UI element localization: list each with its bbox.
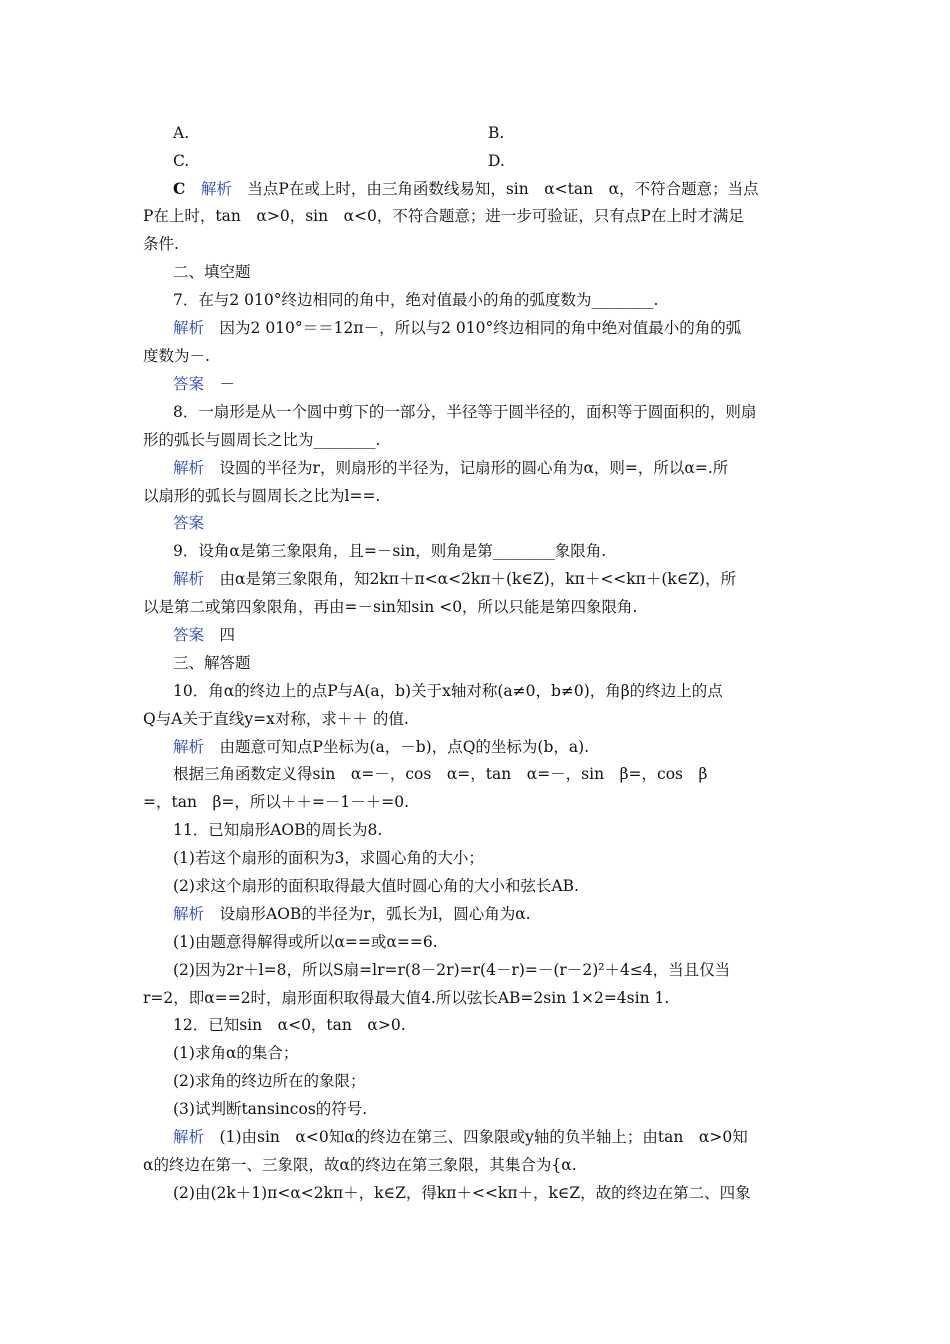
option-c: C. (173, 152, 190, 170)
section-heading-fill-in: 二、填空题 (173, 263, 251, 281)
analysis-tag: 解析 (173, 1128, 205, 1146)
option-d: D. (488, 152, 505, 170)
q11-solution-line-4: r=2，即α==2时，扇形面积取得最大值4.所以弦长AB=2sin 1×2=4sin 1. (143, 989, 670, 1007)
q12-solution-line-2: α的终边在第一、三象限，故α的终边在第三象限，其集合为{α. (143, 1156, 577, 1174)
q12-part-1: (1)求角α的集合； (173, 1044, 299, 1062)
q10-solution-line-3: =，tan β=，所以＋＋=－1－＋=0. (143, 793, 410, 811)
q12-part-3: (3)试判断tansincos的符号. (173, 1100, 368, 1118)
section-heading-solve: 三、解答题 (173, 654, 251, 672)
q12-stem: 12．已知sin α<0，tan α>0. (173, 1016, 406, 1034)
answer-tag: 答案 (173, 626, 205, 644)
q12-part-2: (2)求角的终边所在的象限； (173, 1072, 366, 1090)
option-a: A. (173, 124, 190, 142)
q6-solution-line-2: P在上时，tan α>0，sin α<0，不符合题意；进一步可验证，只有点P在上时才满足 (143, 207, 744, 225)
q11-part-1: (1)若这个扇形的面积为3，求圆心角的大小； (173, 849, 484, 867)
q9-solution-line-2: 以是第二或第四象限角，再由=－sin知sin <0，所以只能是第四象限角. (143, 598, 638, 616)
q8-stem-line-2: 形的弧长与圆周长之比为________. (143, 431, 381, 449)
q10-solution-line-1: 解析 由题意可知点P坐标为(a，－b)，点Q的坐标为(b，a). (173, 738, 590, 756)
q9-stem: 9．设角α是第三象限角，且=－sin，则角是第________象限角. (173, 542, 607, 560)
answer-tag: 答案 (173, 375, 205, 393)
q9-answer: 答案 四 (173, 626, 236, 644)
option-b: B. (488, 124, 505, 142)
q11-solution-line-1: 解析 设扇形AOB的半径为r，弧长为l，圆心角为α. (173, 905, 531, 923)
q7-solution-line-1: 解析 因为2 010°＝＝12π－，所以与2 010°终边相同的角中绝对值最小的角的弧 (173, 319, 742, 337)
q6-answer: C (173, 179, 186, 198)
q10-solution-line-2: 根据三角函数定义得sin α=－，cos α=，tan α=－，sin β=，cos β (173, 765, 708, 783)
analysis-tag: 解析 (173, 738, 205, 756)
q6-solution-line-1: C 解析 当点P在或上时，由三角函数线易知，sin α<tan α，不符合题意；当点 (173, 179, 759, 198)
q8-solution-line-1: 解析 设圆的半径为r，则扇形的半径为，记扇形的圆心角为α，则=，所以α=.所 (173, 459, 729, 477)
q12-solution-line-1: 解析 (1)由sin α<0知α的终边在第三、四象限或y轴的负半轴上；由tan α>0知 (173, 1128, 748, 1146)
q11-solution-line-2: (1)由题意得解得或所以α==或α==6. (173, 933, 438, 951)
q8-solution-line-2: 以扇形的弧长与圆周长之比为l==. (143, 487, 381, 505)
q7-solution-line-2: 度数为－. (143, 347, 210, 365)
q8-stem-line-1: 8．一扇形是从一个圆中剪下的一部分，半径等于圆半径的，面积等于圆面积的，则扇 (173, 403, 757, 421)
q11-solution-line-3: (2)因为2r＋l=8，所以S扇=lr=r(8－2r)=r(4－r)=－(r－2)²＋4≤4，当且仅当 (173, 961, 731, 979)
q6-solution-line-3: 条件. (143, 235, 179, 253)
analysis-tag: 解析 (173, 570, 205, 588)
q8-answer-tag: 答案 (173, 514, 205, 532)
analysis-tag: 解析 (200, 180, 232, 198)
q11-part-2: (2)求这个扇形的面积取得最大值时圆心角的大小和弦长AB. (173, 877, 579, 895)
analysis-tag: 解析 (173, 905, 205, 923)
analysis-tag: 解析 (173, 459, 205, 477)
q9-solution-line-1: 解析 由α是第三象限角，知2kπ＋π<α<2kπ＋(k∈Z)，kπ＋<<kπ＋(k∈Z)，所 (173, 570, 737, 588)
q7-answer: 答案 － (173, 375, 236, 393)
q10-stem-line-1: 10．角α的终边上的点P与A(a，b)关于x轴对称(a≠0，b≠0)，角β的终边上的点 (173, 682, 723, 700)
q10-stem-line-2: Q与A关于直线y=x对称，求＋＋ 的值. (143, 710, 409, 728)
q11-stem: 11．已知扇形AOB的周长为8. (173, 821, 383, 839)
analysis-tag: 解析 (173, 319, 205, 337)
q7-stem: 7．在与2 010°终边相同的角中，绝对值最小的角的弧度数为________. (173, 291, 659, 309)
q12-solution-line-3: (2)由(2k＋1)π<α<2kπ＋，k∈Z，得kπ＋<<kπ＋，k∈Z，故的终边在第二、四象 (173, 1184, 751, 1202)
